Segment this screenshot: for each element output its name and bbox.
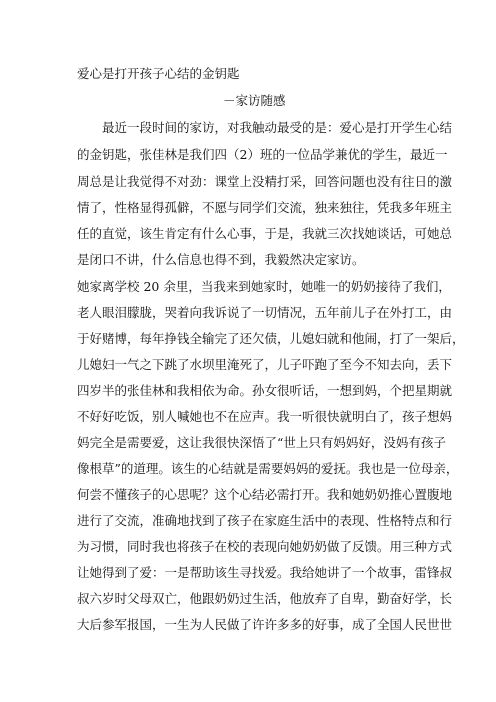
paragraph-line: 大后参军报国，一生为人民做了许许多多的好事，成了全国人民世世 — [77, 617, 453, 632]
paragraph-line: 周总是让我觉得不对劲：课堂上没精打采，回答问题也没有往日的激 — [77, 174, 453, 189]
paragraph-line: 让她得到了爱：一是帮助该生寻找爱。我给她讲了一个故事，雷锋叔 — [77, 565, 453, 580]
paragraph-line: 四岁半的张佳林和我相依为命。孙女很听话，一想到妈，个把星期就 — [77, 383, 453, 398]
document-title: 爱心是打开孩子心结的金钥匙 — [77, 66, 240, 81]
paragraph-line: 情了，性格显得孤僻，不愿与同学们交流，独来独往，凭我多年班主 — [77, 200, 453, 215]
paragraph-line: 儿媳妇一气之下跳了水坝里淹死了，儿子吓跑了至今不知去向，丢下 — [77, 357, 453, 372]
paragraph-line: 她家离学校 20 余里，当我来到她家时，她唯一的奶奶接待了我们， — [77, 279, 451, 294]
paragraph-line: 老人眼泪朦胧，哭着向我诉说了一切情况，五年前儿子在外打工，由 — [77, 305, 453, 320]
paragraph-line: 的金钥匙，张佳林是我们四（2）班的一位品学兼优的学生，最近一 — [77, 147, 448, 162]
paragraph-line: 像根草”的道理。该生的心结就是需要妈妈的爱抚。我也是一位母亲， — [77, 461, 459, 476]
paragraph-line: 为习惯，同时我也将孩子在校的表现向她奶奶做了反馈。用三种方式 — [77, 539, 453, 554]
paragraph-line: 何尝不懂孩子的心思呢？这个心结必需打开。我和她奶奶推心置腹地 — [77, 487, 453, 502]
paragraph-line: 最近一段时间的家访，对我触动最受的是：爱心是打开学生心结 — [102, 120, 453, 135]
paragraph-line: 是闭口不讲，什么信息也得不到，我毅然决定家访。 — [77, 252, 365, 267]
paragraph-line: 叔六岁时父母双亡，他跟奶奶过生活，他放弃了自卑，勤奋好学，长 — [77, 591, 453, 606]
document-subtitle: －家访随感 — [223, 93, 286, 108]
paragraph-line: 于好赌博，每年挣钱全输完了还欠债，儿媳妇就和他闹，打了一架后， — [77, 331, 465, 346]
paragraph-line: 进行了交流，准确地找到了孩子在家庭生活中的表现、性格特点和行 — [77, 513, 453, 528]
paragraph-line: 任的直觉，该生肯定有什么心事，于是，我就三次找她谈话，可她总 — [77, 226, 453, 241]
paragraph-line: 妈完全是需要爱，这让我很快深悟了“世上只有妈妈好，没妈有孩子 — [77, 435, 446, 450]
paragraph-line: 不好好吃饭，别人喊她也不在应声。我一听很快就明白了，孩子想妈 — [77, 409, 453, 424]
